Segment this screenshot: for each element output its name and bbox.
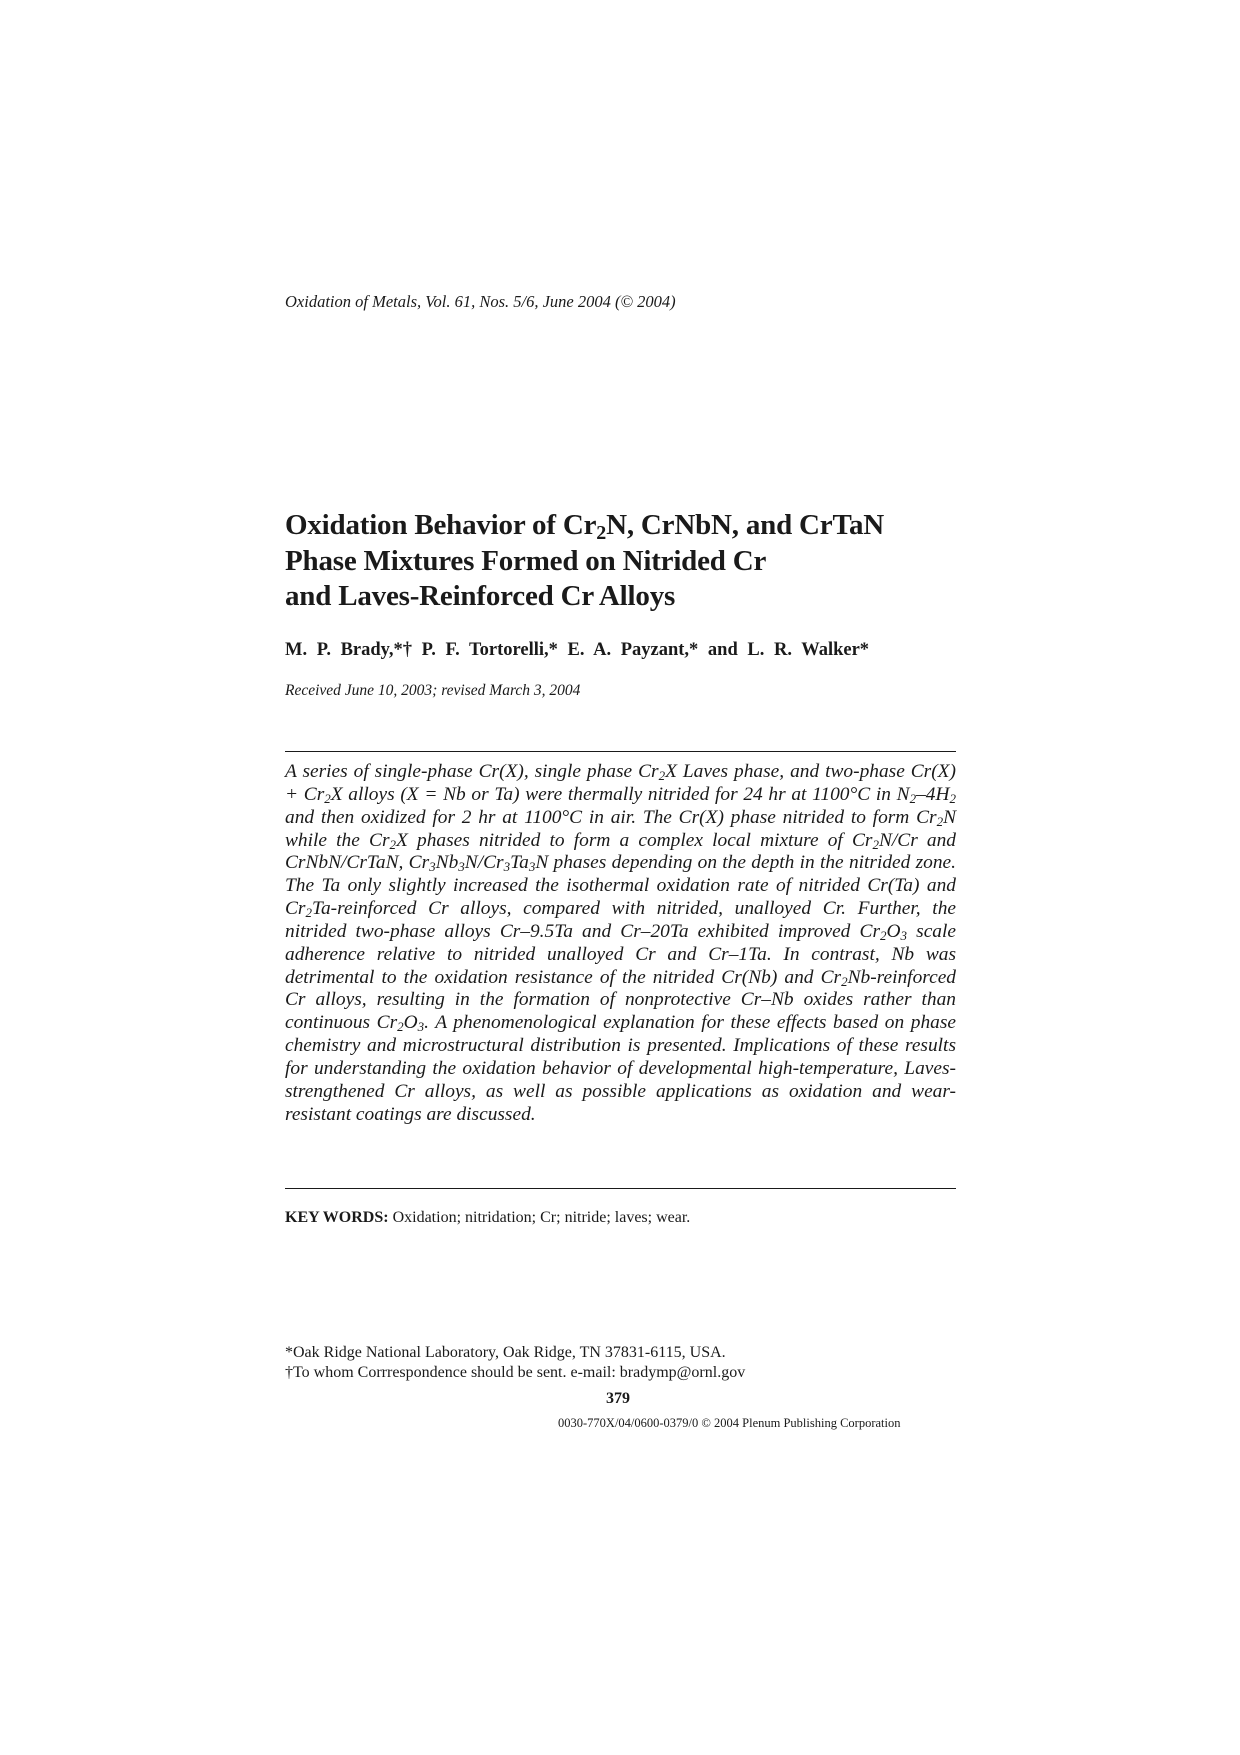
abstract-bottom-rule [285,1188,956,1189]
author-list: M. P. Brady,*† P. F. Tortorelli,* E. A. Payzant,* and L. R. Walker* [285,640,870,660]
footnote-affiliation: *Oak Ridge National Laboratory, Oak Ridge, TN 37831-6115, USA. [285,1344,726,1361]
page-number: 379 [606,1390,630,1407]
keywords-text: Oxidation; nitridation; Cr; nitride; laves; wear. [388,1209,691,1226]
title-line-1: Oxidation Behavior of $Cr_2N$, CrNbN, and CrTaN [285,509,884,544]
footnote-correspondence: †To whom Corrrespondence should be sent. e-mail: bradymp@ornl.gov [285,1364,746,1381]
paper-title [285,508,985,615]
journal-citation: Oxidation of Metals, Vol. 61, Nos. 5/6, June 2004 (© 2004) [285,292,676,311]
abstract-top-rule [285,751,956,752]
keywords [285,1209,690,1227]
copyright-line: 0030-770X/04/0600-0379/0 © 2004 Plenum Publishing Corporation [558,1416,901,1430]
title-line-2: Phase Mixtures Formed on Nitrided Cr [285,544,767,577]
keywords-label: KEY WORDS: [285,1209,389,1226]
title-line-3: and Laves-Reinforced Cr Alloys [285,580,676,612]
received-dates: Received June 10, 2003; revised March 3, 2004 [285,682,581,699]
abstract: A series of single-phase Cr(X), single phase $Cr_2X$ Laves phase, and two-phase $Cr(X) + Cr_2X$ alloys (X = Nb or Ta) were thermally nitrided for 24 hr at 1100°C in $N_2-4H_2$ and then oxidized for 2 hr at 1100°C in air. The Cr(X) phase nitrided to form $Cr_2N$ while the $Cr_2X$ phases nitrided to form a complex local mixture of $Cr_2N/Cr$ and CrNbN/CrTaN, $Cr_3Nb_3N/Cr_3Ta_3N$ phases depending on the depth in the nitrided zone. The Ta only slightly increased the isothermal oxidation rate of nitrided Cr(Ta) and $Cr_2Ta$-reinforced Cr alloys, compared with nitrided, unalloyed Cr. Further, the nitrided two-phase alloys Cr–9.5Ta and Cr–20Ta exhibited improved $Cr_2O_3$ scale adherence relative to nitrided unalloyed Cr and Cr–1Ta. In contrast, Nb was detrimental to the oxidation resistance of the nitrided Cr(Nb) and $Cr_2Nb$-reinforced Cr alloys, resulting in the formation of nonprotective Cr–Nb oxides rather than continuous $Cr_2O_3$. A phenomenological explanation for these effects based on phase chemistry and microstructural distribution is presented. Implications of these results for understanding the oxidation behavior of developmental high-temperature, Laves-strengthened Cr alloys, as well as possible applications as oxidation and wear-resistant coatings are discussed. [285,761,957,1125]
